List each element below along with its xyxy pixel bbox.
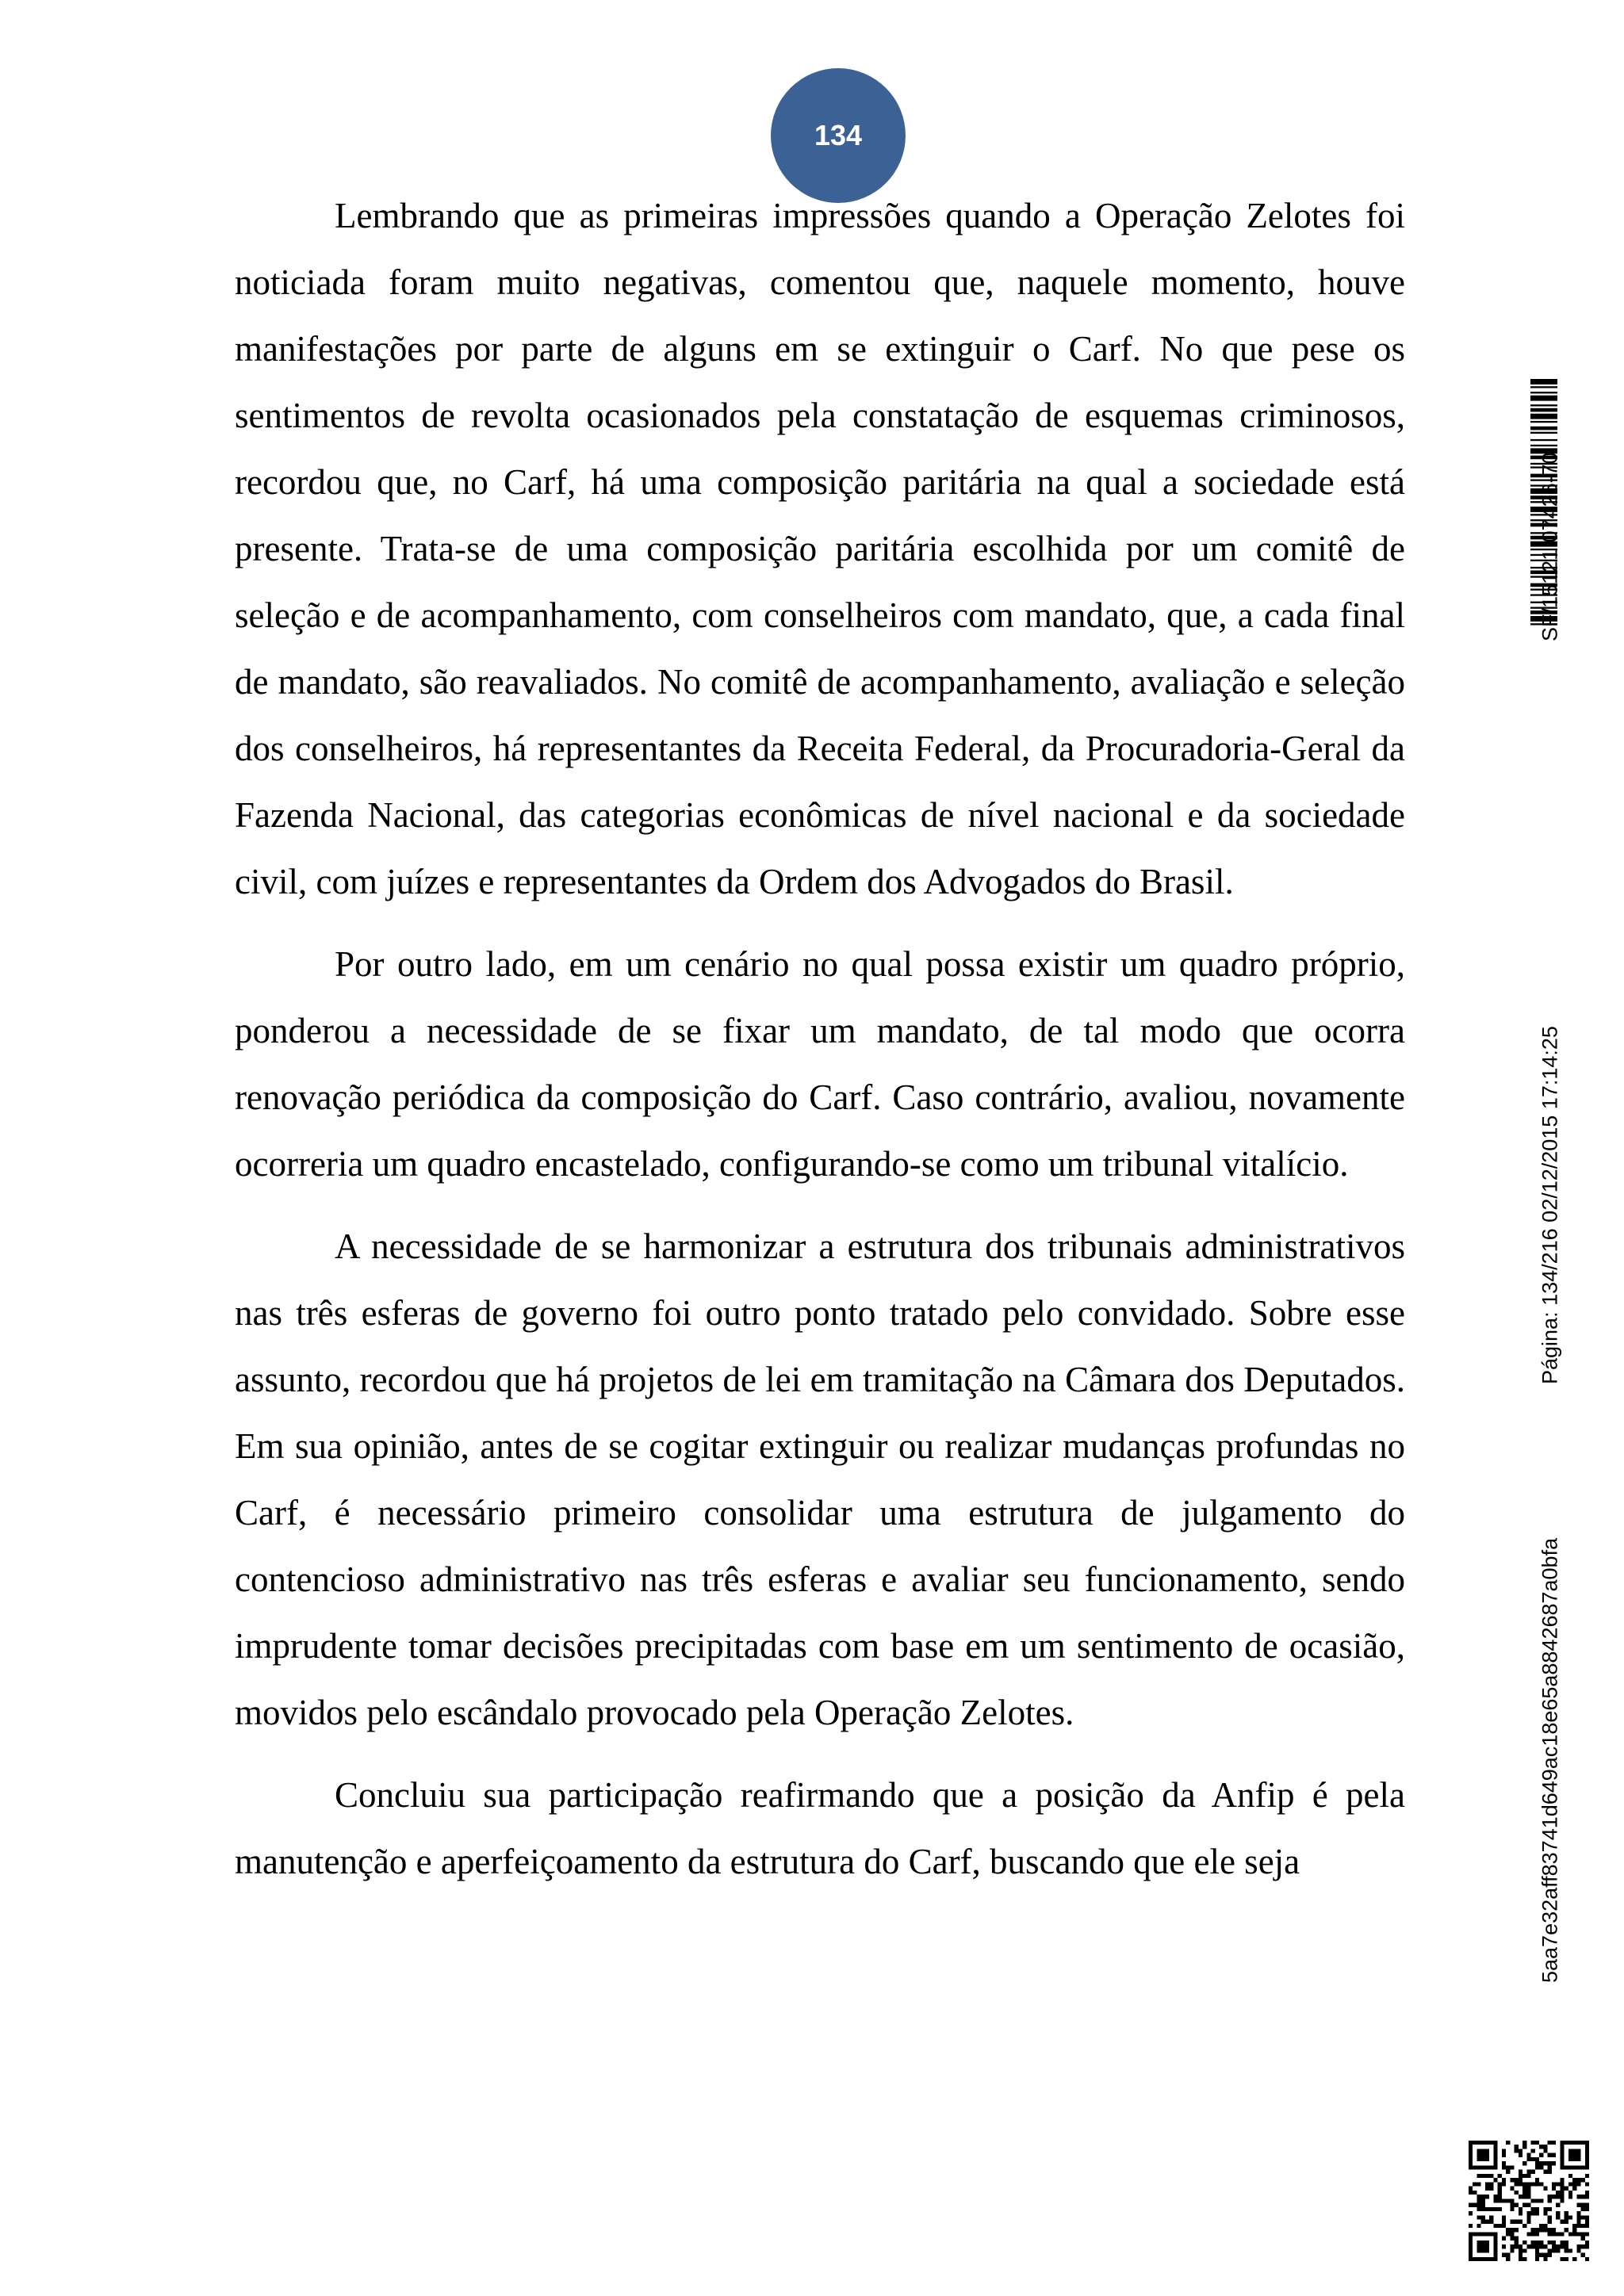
paragraph-1: Lembrando que as primeiras impressões quando a Operação Zelotes foi noticiada foram muito negativas, comentou que, naquele momento, houve manifestações por parte de alguns em se extinguir o Carf. No que pese os sentimentos de revolta ocasionados pela constatação de esquemas criminosos, recordou que, no Carf, há uma composição paritária na qual a sociedade está presente. Trata-se de uma composição paritária escolhida por um comitê de seleção e de acompanhamento, com conselheiros com mandato, que, a cada final de mandato, são reavaliados. No comitê de acompanhamento, avaliação e seleção dos conselheiros, há representantes da Receita Federal, da Procuradoria-Geral da Fazenda Nacional, das categorias econômicas de nível nacional e da sociedade civil, com juízes e representantes da Ordem dos Advogados do Brasil.	[235, 196, 1405, 901]
page-number: 134	[814, 119, 863, 151]
qr-code-icon	[1469, 2141, 1589, 2261]
page-info: Página: 134/216 02/12/2015 17:14:25	[1538, 1026, 1562, 1384]
document-hash: 5aa7e32aff83741d649ac18e65a8842687a0bfa	[1538, 1537, 1562, 1983]
document-code: SF/15121.07426-70	[1538, 452, 1562, 642]
paragraph-3: A necessidade de se harmonizar a estrutura dos tribunais administrativos nas três esferas de governo foi outro ponto tratado pelo convidado. Sobre esse assunto, recordou que há projetos de lei em tramitação na Câmara dos Deputados. Em sua opinião, antes de se cogitar extinguir ou realizar mudanças profundas no Carf, é necessário primeiro consolidar uma estrutura de julgamento do contencioso administrativo nas três esferas e avaliar seu funcionamento, sendo imprudente tomar decisões precipitadas com base em um sentimento de ocasião, movidos pelo escândalo provocado pela Operação Zelotes.	[235, 1226, 1405, 1732]
document-body	[235, 182, 1405, 1911]
paragraph-2: Por outro lado, em um cenário no qual possa existir um quadro próprio, ponderou a necessidade de se fixar um mandato, de tal modo que ocorra renovação periódica da composição do Carf. Caso contrário, avaliou, novamente ocorreria um quadro encastelado, configurando-se como um tribunal vitalício.	[235, 944, 1405, 1184]
paragraph-4: Concluiu sua participação reafirmando que a posição da Anfip é pela manutenção e aperfeiçoamento da estrutura do Carf, buscando que ele seja	[235, 1775, 1405, 1881]
